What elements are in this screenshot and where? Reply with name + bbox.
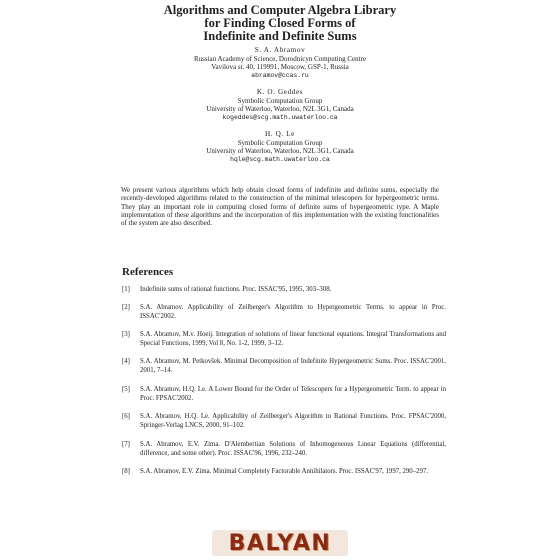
reference-text: S.A. Abramov, M.v. Hoeij. Integration of solutions of linear functional equations. Integral Transformations and Special Functions, 1999, Vol 8, No. 1-2, 1999, 3–12. (140, 331, 446, 347)
reference-text: S.A. Abramov, E.V. Zima. D'Alembertian Solutions of Inhomogeneous Linear Equations (differential, difference, and some other). Proc. ISSAC'96, 1996, 232–240. (140, 441, 446, 457)
reference-number: [3] (122, 331, 130, 338)
reference-text: S.A. Abramov, E.V. Zima. Minimal Completely Factorable Annihilators. Proc. ISSAC'97, 1997, 290–297. (140, 468, 428, 475)
author-block-le (0, 130, 560, 164)
watermark-text: BALYAN (228, 530, 332, 556)
title-line-2: for Finding Closed Forms of (204, 16, 356, 30)
author-affiliation: Russian Academy of Science, Dorodnicyn Computing Centre (193, 54, 367, 63)
reference-number: [6] (122, 413, 130, 420)
author-address: Vavilova st. 40, 119991, Moscow, GSP-1, Russia (211, 63, 349, 72)
reference-text: S.A. Abramov, H.Q. Le. Applicability of Zeilberger's Algorithm to Rational Functions. Proc. FPSAC'2000, Springer-Verlag LNCS, 2000, 91–102. (140, 413, 446, 429)
author-name: K. O. Geddes (256, 88, 304, 96)
author-email[interactable]: kogeddes@scg.math.uwaterloo.ca (222, 113, 338, 121)
paper-title (0, 4, 560, 43)
title-line-1: Algorithms and Computer Algebra Library (163, 3, 397, 17)
reference-number: [5] (122, 386, 130, 393)
reference-text: S.A. Abramov, M. Petkovšek. Minimal Decomposition of Indefinite Hypergeometric Sums. Proc. ISSAC'2001, 2001, 7–14. (140, 358, 446, 374)
author-affiliation: Symbolic Computation Group (237, 96, 323, 105)
title-line-3: Indefinite and Definite Sums (203, 29, 357, 43)
reference-number: [4] (122, 358, 130, 365)
author-affiliation: Symbolic Computation Group (237, 138, 323, 147)
author-address: University of Waterloo, Waterloo, N2L 3G1, Canada (206, 147, 354, 156)
author-email[interactable]: hqle@scg.math.uwaterloo.ca (230, 155, 330, 163)
reference-number: [7] (122, 441, 130, 448)
reference-number: [1] (122, 286, 130, 293)
reference-text: S.A. Abramov. Applicability of Zeilberger's Algorithm to Hypergeometric Terms. to appear in Proc. ISSAC'2002. (140, 304, 446, 320)
references-heading: References (122, 266, 174, 278)
watermark-logo (212, 530, 348, 556)
author-name: S. A. Abramov (254, 46, 306, 54)
author-email[interactable]: abramov@ccas.ru (251, 71, 309, 79)
abstract: We present various algorithms which help obtain closed forms of indefinite and definite sums, especially the recently-developed algorithms related to the construction of the minimal telescopers for hypergeometric terms. They play an important role in computing closed forms of definite sums of hypergeometric type. A Maple implementation of these algorithms and the incorporation of this implementation with the existing functionalities of the system are also described. (121, 186, 439, 228)
reference-number: [2] (122, 304, 130, 311)
author-block-abramov (0, 46, 560, 80)
reference-number: [8] (122, 468, 130, 475)
reference-text: Indefinite sums of rational functions. Proc. ISSAC'95, 1995, 303–308. (140, 286, 332, 293)
author-name: H. Q. Le (265, 130, 295, 138)
author-block-geddes (0, 88, 560, 122)
reference-text: S.A. Abramov, H.Q. Le. A Lower Bound for the Order of Telescopers for a Hypergeometric Term. to appear in Proc. FPSAC'2002. (140, 386, 446, 402)
author-address: University of Waterloo, Waterloo, N2L 3G1, Canada (206, 105, 354, 114)
